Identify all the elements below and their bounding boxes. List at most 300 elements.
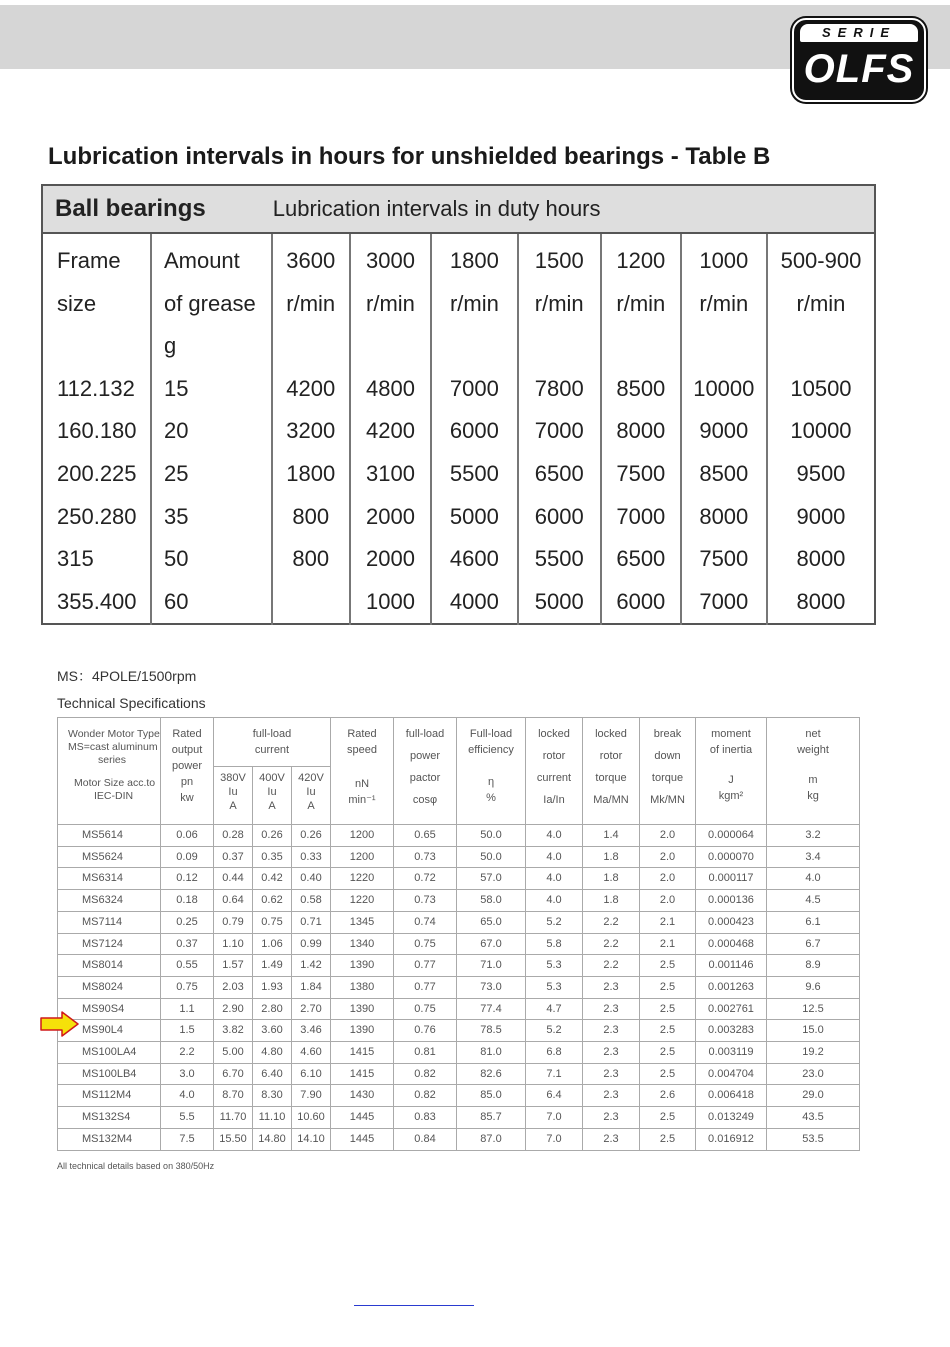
- header-current-380v: 380V Iu A: [214, 767, 253, 825]
- table-row: [58, 846, 860, 868]
- spec-value-cell: 1445: [331, 1107, 394, 1129]
- spec-value-cell: 2.3: [583, 1085, 640, 1107]
- spec-value-cell: 0.001146: [696, 955, 767, 977]
- lube-header-cell: r/min: [286, 290, 336, 316]
- spec-value-cell: 5.3: [526, 976, 583, 998]
- table-row: [58, 976, 860, 998]
- spec-value-cell: 23.0: [767, 1063, 860, 1085]
- lube-value-cell: 7000: [449, 375, 499, 401]
- spec-value-cell: 0.09: [161, 846, 214, 868]
- spec-value-cell: 50.0: [457, 846, 526, 868]
- lube-value-cell: 9000: [699, 418, 749, 444]
- spec-value-cell: 1380: [331, 976, 394, 998]
- spec-value-cell: 0.000117: [696, 868, 767, 890]
- lube-column: [601, 233, 681, 624]
- spec-value-cell: 6.1: [767, 911, 860, 933]
- table-b-title: Lubrication intervals in hours for unshielded bearings - Table B: [48, 143, 771, 170]
- spec-value-cell: 0.000070: [696, 846, 767, 868]
- spec-value-cell: 2.3: [583, 976, 640, 998]
- spec-value-cell: 5.3: [526, 955, 583, 977]
- lube-header-cell: 1000: [699, 248, 749, 273]
- spec-value-cell: 4.0: [161, 1085, 214, 1107]
- lube-header-cell: [519, 325, 600, 368]
- lube-value-cell: 35: [163, 503, 189, 529]
- lube-value-cell: 6000: [449, 418, 499, 444]
- lube-value-cell: 8500: [616, 375, 666, 401]
- table-row: [58, 1063, 860, 1085]
- spec-value-cell: 2.0: [640, 846, 696, 868]
- spec-value-cell: 0.42: [253, 868, 292, 890]
- spec-value-cell: 1.93: [253, 976, 292, 998]
- motor-type-cell: MS100LA4: [58, 1042, 161, 1064]
- spec-value-cell: 2.3: [583, 998, 640, 1020]
- spec-value-cell: 1.10: [214, 933, 253, 955]
- spec-value-cell: 2.70: [292, 998, 331, 1020]
- spec-value-cell: 2.80: [253, 998, 292, 1020]
- logo-brand-text: OLFS: [803, 47, 915, 91]
- spec-value-cell: 0.33: [292, 846, 331, 868]
- lube-value-cell: 800: [292, 503, 330, 529]
- lube-value-cell: 3200: [286, 418, 336, 444]
- header-rated-speed: Rated speed nN min⁻¹: [331, 718, 394, 825]
- lube-header-cell: 1800: [449, 248, 499, 273]
- ball-bearings-label: Ball bearings: [42, 185, 272, 233]
- spec-value-cell: 7.90: [292, 1085, 331, 1107]
- spec-value-cell: 57.0: [457, 868, 526, 890]
- spec-value-cell: 53.5: [767, 1128, 860, 1150]
- spec-value-cell: 0.75: [394, 933, 457, 955]
- spec-value-cell: 1390: [331, 1020, 394, 1042]
- spec-value-cell: 29.0: [767, 1085, 860, 1107]
- lube-value-cell: 8500: [699, 460, 749, 486]
- spec-value-cell: 19.2: [767, 1042, 860, 1064]
- spec-value-cell: 0.76: [394, 1020, 457, 1042]
- header-moment-of-inertia: moment of inertia J kgm²: [696, 718, 767, 825]
- header-net-weight: net weight m kg: [767, 718, 860, 825]
- table-row: [58, 1085, 860, 1107]
- spec-value-cell: 3.46: [292, 1020, 331, 1042]
- spec-value-cell: 5.2: [526, 1020, 583, 1042]
- spec-value-cell: 8.9: [767, 955, 860, 977]
- lube-value-cell: 8000: [796, 588, 846, 614]
- spec-value-cell: 1.4: [583, 825, 640, 847]
- spec-value-cell: 2.1: [640, 911, 696, 933]
- lube-value-cell: 7000: [699, 588, 749, 614]
- spec-value-cell: 0.81: [394, 1042, 457, 1064]
- header-breakdown-torque: break down torque Mk/MN: [640, 718, 696, 825]
- spec-value-cell: 1390: [331, 998, 394, 1020]
- lube-value-cell: 50: [163, 546, 189, 572]
- spec-value-cell: 2.0: [640, 890, 696, 912]
- lube-header-cell: g: [163, 333, 177, 359]
- spec-value-cell: 0.73: [394, 846, 457, 868]
- spec-value-cell: 8.30: [253, 1085, 292, 1107]
- lube-value-cell: 4600: [449, 546, 499, 572]
- motor-type-cell: MS6314: [58, 868, 161, 890]
- lube-column: [681, 233, 767, 624]
- spec-value-cell: 85.7: [457, 1107, 526, 1129]
- spec-value-cell: 5.5: [161, 1107, 214, 1129]
- motor-type-cell: MS5614: [58, 825, 161, 847]
- lube-value-cell: 6000: [534, 503, 584, 529]
- spec-value-cell: 1200: [331, 846, 394, 868]
- spec-value-cell: 14.10: [292, 1128, 331, 1150]
- spec-value-cell: 43.5: [767, 1107, 860, 1129]
- spec-value-cell: 15.0: [767, 1020, 860, 1042]
- spec-value-cell: 81.0: [457, 1042, 526, 1064]
- spec-value-cell: 0.74: [394, 911, 457, 933]
- spec-value-cell: 2.5: [640, 1020, 696, 1042]
- lube-value-cell: 315: [57, 546, 94, 572]
- lube-value-cell: 2000: [365, 546, 415, 572]
- spec-value-cell: 0.000064: [696, 825, 767, 847]
- lube-value-cell: 4000: [449, 588, 499, 614]
- spec-value-cell: 14.80: [253, 1128, 292, 1150]
- table-row: [58, 1128, 860, 1150]
- spec-value-cell: 4.80: [253, 1042, 292, 1064]
- spec-value-cell: 2.0: [640, 825, 696, 847]
- spec-value-cell: 1.06: [253, 933, 292, 955]
- spec-value-cell: 5.2: [526, 911, 583, 933]
- spec-value-cell: 0.003119: [696, 1042, 767, 1064]
- spec-value-cell: 2.2: [583, 933, 640, 955]
- spec-value-cell: 0.004704: [696, 1063, 767, 1085]
- spec-value-cell: 0.62: [253, 890, 292, 912]
- logo-serie-text: SERIE: [800, 24, 918, 42]
- lube-value-cell: 4200: [286, 375, 336, 401]
- lube-value-cell: 20: [163, 418, 189, 444]
- spec-value-cell: 2.3: [583, 1063, 640, 1085]
- table-row: [58, 998, 860, 1020]
- spec-value-cell: 1200: [331, 825, 394, 847]
- spec-value-cell: 1.8: [583, 890, 640, 912]
- footnote: All technical details based on 380/50Hz: [57, 1161, 215, 1171]
- spec-value-cell: 2.3: [583, 1128, 640, 1150]
- technical-spec-title: Technical Specifications: [57, 695, 206, 711]
- spec-value-cell: 0.28: [214, 825, 253, 847]
- spec-value-cell: 0.35: [253, 846, 292, 868]
- spec-value-cell: 0.99: [292, 933, 331, 955]
- spec-value-cell: 0.75: [161, 976, 214, 998]
- lube-column: [350, 233, 432, 624]
- lube-header-cell: [43, 325, 150, 368]
- lube-header-cell: r/min: [366, 290, 415, 316]
- lube-value-cell: 10500: [790, 375, 852, 401]
- spec-value-cell: 2.5: [640, 955, 696, 977]
- spec-value-cell: 1415: [331, 1042, 394, 1064]
- spec-value-cell: 1.5: [161, 1020, 214, 1042]
- spec-value-cell: 0.82: [394, 1063, 457, 1085]
- header-current-420v: 420V Iu A: [292, 767, 331, 825]
- lube-value-cell: 7500: [616, 460, 666, 486]
- spec-value-cell: 82.6: [457, 1063, 526, 1085]
- spec-value-cell: 7.1: [526, 1063, 583, 1085]
- header-power-factor: full-load power pactor cosφ: [394, 718, 457, 825]
- spec-value-cell: 0.06: [161, 825, 214, 847]
- lube-value-cell: 200.225: [57, 460, 137, 486]
- spec-value-cell: 4.5: [767, 890, 860, 912]
- motor-type-cell: MS7114: [58, 911, 161, 933]
- motor-type-cell: MS5624: [58, 846, 161, 868]
- lube-header-cell: 1500: [534, 248, 584, 273]
- spec-value-cell: 2.5: [640, 1063, 696, 1085]
- spec-value-cell: 85.0: [457, 1085, 526, 1107]
- lube-column: [518, 233, 601, 624]
- spec-value-cell: 4.0: [526, 825, 583, 847]
- table-row: [58, 890, 860, 912]
- lube-value-cell: 6500: [534, 460, 584, 486]
- olfs-logo: [792, 18, 926, 102]
- spec-value-cell: 0.84: [394, 1128, 457, 1150]
- spec-value-cell: 1430: [331, 1085, 394, 1107]
- motor-type-cell: MS132M4: [58, 1128, 161, 1150]
- spec-value-cell: 1415: [331, 1063, 394, 1085]
- motor-series-line: MS：4POLE/1500rpm: [57, 668, 197, 684]
- specifications-table: [57, 717, 860, 1151]
- spec-value-cell: 0.65: [394, 825, 457, 847]
- spec-value-cell: 78.5: [457, 1020, 526, 1042]
- spec-value-cell: 2.2: [583, 911, 640, 933]
- spec-value-cell: 0.013249: [696, 1107, 767, 1129]
- lube-value-cell: 160.180: [57, 418, 137, 444]
- lube-value-cell: 4200: [365, 418, 415, 444]
- lube-header-cell: size: [57, 290, 97, 316]
- lube-header-cell: r/min: [534, 290, 584, 316]
- spec-value-cell: 1.8: [583, 868, 640, 890]
- spec-value-cell: 1445: [331, 1128, 394, 1150]
- lube-value-cell: 112.132: [57, 375, 135, 401]
- lube-header-cell: r/min: [449, 290, 499, 316]
- table-row: [58, 1042, 860, 1064]
- lube-value-cell: 4800: [365, 375, 415, 401]
- spec-value-cell: 2.2: [161, 1042, 214, 1064]
- spec-value-cell: 2.2: [583, 955, 640, 977]
- spec-value-cell: 5.00: [214, 1042, 253, 1064]
- spec-value-cell: 6.40: [253, 1063, 292, 1085]
- spec-value-cell: 11.70: [214, 1107, 253, 1129]
- spec-value-cell: 73.0: [457, 976, 526, 998]
- spec-value-cell: 0.12: [161, 868, 214, 890]
- lube-header-cell: [432, 325, 516, 368]
- header-rated-output: Rated output power pn kw: [161, 718, 214, 825]
- spec-value-cell: 1.49: [253, 955, 292, 977]
- lubrication-table: [41, 184, 876, 625]
- lube-value-cell: 800: [292, 546, 330, 572]
- spec-value-cell: 0.83: [394, 1107, 457, 1129]
- spec-value-cell: 0.003283: [696, 1020, 767, 1042]
- lube-value-cell: 10000: [693, 375, 755, 401]
- spec-value-cell: 0.25: [161, 911, 214, 933]
- header-locked-rotor-current: locked rotor current Ia/In: [526, 718, 583, 825]
- spec-value-cell: 0.73: [394, 890, 457, 912]
- motor-type-cell: MS100LB4: [58, 1063, 161, 1085]
- spec-value-cell: 0.77: [394, 955, 457, 977]
- lube-header-cell: [602, 325, 680, 368]
- lube-value-cell: 8000: [796, 546, 846, 572]
- spec-value-cell: 3.4: [767, 846, 860, 868]
- spec-value-cell: 12.5: [767, 998, 860, 1020]
- spec-value-cell: 0.001263: [696, 976, 767, 998]
- spec-value-cell: 2.3: [583, 1042, 640, 1064]
- spec-value-cell: 0.75: [253, 911, 292, 933]
- spec-value-cell: 1220: [331, 868, 394, 890]
- spec-value-cell: 2.3: [583, 1020, 640, 1042]
- spec-value-cell: 6.4: [526, 1085, 583, 1107]
- lube-header-cell: [351, 325, 431, 368]
- spec-value-cell: 15.50: [214, 1128, 253, 1150]
- spec-value-cell: 0.000136: [696, 890, 767, 912]
- spec-value-cell: 4.0: [526, 890, 583, 912]
- lube-value-cell: 7000: [534, 418, 584, 444]
- spec-value-cell: 2.3: [583, 1107, 640, 1129]
- spec-value-cell: 0.72: [394, 868, 457, 890]
- lube-header-cell: of grease: [163, 290, 256, 316]
- spec-value-cell: 4.7: [526, 998, 583, 1020]
- lube-value-cell: 60: [163, 588, 189, 614]
- motor-type-cell: MS90L4: [58, 1020, 161, 1042]
- lube-header-cell: Frame: [57, 248, 121, 273]
- lube-value-cell: [273, 581, 349, 624]
- lube-column: [42, 233, 151, 624]
- spec-value-cell: 67.0: [457, 933, 526, 955]
- lube-value-cell: 5000: [534, 588, 584, 614]
- lube-value-cell: 1800: [286, 460, 336, 486]
- spec-value-cell: 2.1: [640, 933, 696, 955]
- spec-value-cell: 2.5: [640, 976, 696, 998]
- lube-value-cell: 6500: [616, 546, 666, 572]
- spec-value-cell: 7.0: [526, 1128, 583, 1150]
- spec-value-cell: 1340: [331, 933, 394, 955]
- spec-value-cell: 0.006418: [696, 1085, 767, 1107]
- lube-value-cell: 7000: [616, 503, 666, 529]
- lube-header-cell: [682, 325, 766, 368]
- header-current-400v: 400V Iu A: [253, 767, 292, 825]
- spec-value-cell: 11.10: [253, 1107, 292, 1129]
- spec-value-cell: 0.016912: [696, 1128, 767, 1150]
- spec-value-cell: 1.8: [583, 846, 640, 868]
- header-locked-rotor-torque: locked rotor torque Ma/MN: [583, 718, 640, 825]
- motor-type-cell: MS8024: [58, 976, 161, 998]
- spec-value-cell: 0.58: [292, 890, 331, 912]
- spec-value-cell: 0.44: [214, 868, 253, 890]
- spec-value-cell: 9.6: [767, 976, 860, 998]
- spec-value-cell: 4.60: [292, 1042, 331, 1064]
- lube-value-cell: 8000: [616, 418, 666, 444]
- spec-value-cell: 0.37: [161, 933, 214, 955]
- table-row: [58, 1107, 860, 1129]
- lube-header-cell: [273, 325, 349, 368]
- lube-value-cell: 5500: [449, 460, 499, 486]
- spec-value-cell: 0.000423: [696, 911, 767, 933]
- spec-value-cell: 0.40: [292, 868, 331, 890]
- lube-header-cell: [768, 325, 874, 368]
- spec-value-cell: 6.10: [292, 1063, 331, 1085]
- spec-value-cell: 0.71: [292, 911, 331, 933]
- header-efficiency: Full-load efficiency η %: [457, 718, 526, 825]
- lube-header-cell: 3600: [286, 248, 336, 273]
- spec-value-cell: 4.0: [526, 846, 583, 868]
- lube-header-cell: 1200: [616, 248, 666, 273]
- lube-value-cell: 15: [163, 375, 189, 401]
- spec-value-cell: 1345: [331, 911, 394, 933]
- lube-value-cell: 25: [163, 460, 189, 486]
- spec-value-cell: 4.0: [526, 868, 583, 890]
- spec-value-cell: 58.0: [457, 890, 526, 912]
- spec-value-cell: 10.60: [292, 1107, 331, 1129]
- spec-value-cell: 6.7: [767, 933, 860, 955]
- lube-value-cell: 7500: [699, 546, 749, 572]
- link-underline[interactable]: [354, 1305, 474, 1306]
- spec-value-cell: 5.8: [526, 933, 583, 955]
- lube-value-cell: 5000: [449, 503, 499, 529]
- spec-value-cell: 0.002761: [696, 998, 767, 1020]
- spec-value-cell: 0.26: [253, 825, 292, 847]
- spec-value-cell: 6.8: [526, 1042, 583, 1064]
- spec-value-cell: 3.60: [253, 1020, 292, 1042]
- spec-value-cell: 2.5: [640, 998, 696, 1020]
- lube-column: [272, 233, 350, 624]
- table-row: [58, 868, 860, 890]
- table-row: [58, 933, 860, 955]
- lube-header-cell: 3000: [365, 248, 415, 273]
- header-full-load-current: full-load current: [214, 718, 331, 767]
- lube-value-cell: 1000: [365, 588, 415, 614]
- motor-type-cell: MS8014: [58, 955, 161, 977]
- spec-value-cell: 0.18: [161, 890, 214, 912]
- spec-value-cell: 3.82: [214, 1020, 253, 1042]
- lube-column: [767, 233, 875, 624]
- lube-header-cell: Amount: [163, 248, 240, 273]
- spec-value-cell: 50.0: [457, 825, 526, 847]
- spec-value-cell: 1.57: [214, 955, 253, 977]
- spec-value-cell: 0.77: [394, 976, 457, 998]
- motor-type-cell: MS112M4: [58, 1085, 161, 1107]
- header-motor-type: Wonder Motor Type MS=cast aluminum series Motor Size acc.to IEC-DIN: [58, 718, 161, 825]
- motor-type-cell: MS90S4: [58, 998, 161, 1020]
- spec-value-cell: 0.55: [161, 955, 214, 977]
- spec-value-cell: 65.0: [457, 911, 526, 933]
- spec-value-cell: 0.79: [214, 911, 253, 933]
- highlight-arrow-icon: [40, 1011, 80, 1037]
- lube-value-cell: 9000: [796, 503, 846, 529]
- lube-header-cell: r/min: [796, 290, 846, 316]
- lube-value-cell: 250.280: [57, 503, 137, 529]
- lube-value-cell: 3100: [365, 460, 415, 486]
- spec-value-cell: 2.03: [214, 976, 253, 998]
- table-row: [58, 955, 860, 977]
- spec-value-cell: 7.0: [526, 1107, 583, 1129]
- spec-value-cell: 1.1: [161, 998, 214, 1020]
- spec-value-cell: 87.0: [457, 1128, 526, 1150]
- spec-value-cell: 0.26: [292, 825, 331, 847]
- spec-value-cell: 7.5: [161, 1128, 214, 1150]
- spec-value-cell: 8.70: [214, 1085, 253, 1107]
- spec-value-cell: 0.64: [214, 890, 253, 912]
- spec-value-cell: 4.0: [767, 868, 860, 890]
- spec-value-cell: 0.000468: [696, 933, 767, 955]
- lube-value-cell: 6000: [616, 588, 666, 614]
- lube-value-cell: 10000: [790, 418, 852, 444]
- lube-value-cell: 8000: [699, 503, 749, 529]
- spec-value-cell: 1220: [331, 890, 394, 912]
- spec-value-cell: 3.2: [767, 825, 860, 847]
- lube-column: [151, 233, 272, 624]
- spec-value-cell: 1390: [331, 955, 394, 977]
- table-row: [58, 1020, 860, 1042]
- lube-column: [431, 233, 517, 624]
- spec-value-cell: 3.0: [161, 1063, 214, 1085]
- spec-value-cell: 2.5: [640, 1107, 696, 1129]
